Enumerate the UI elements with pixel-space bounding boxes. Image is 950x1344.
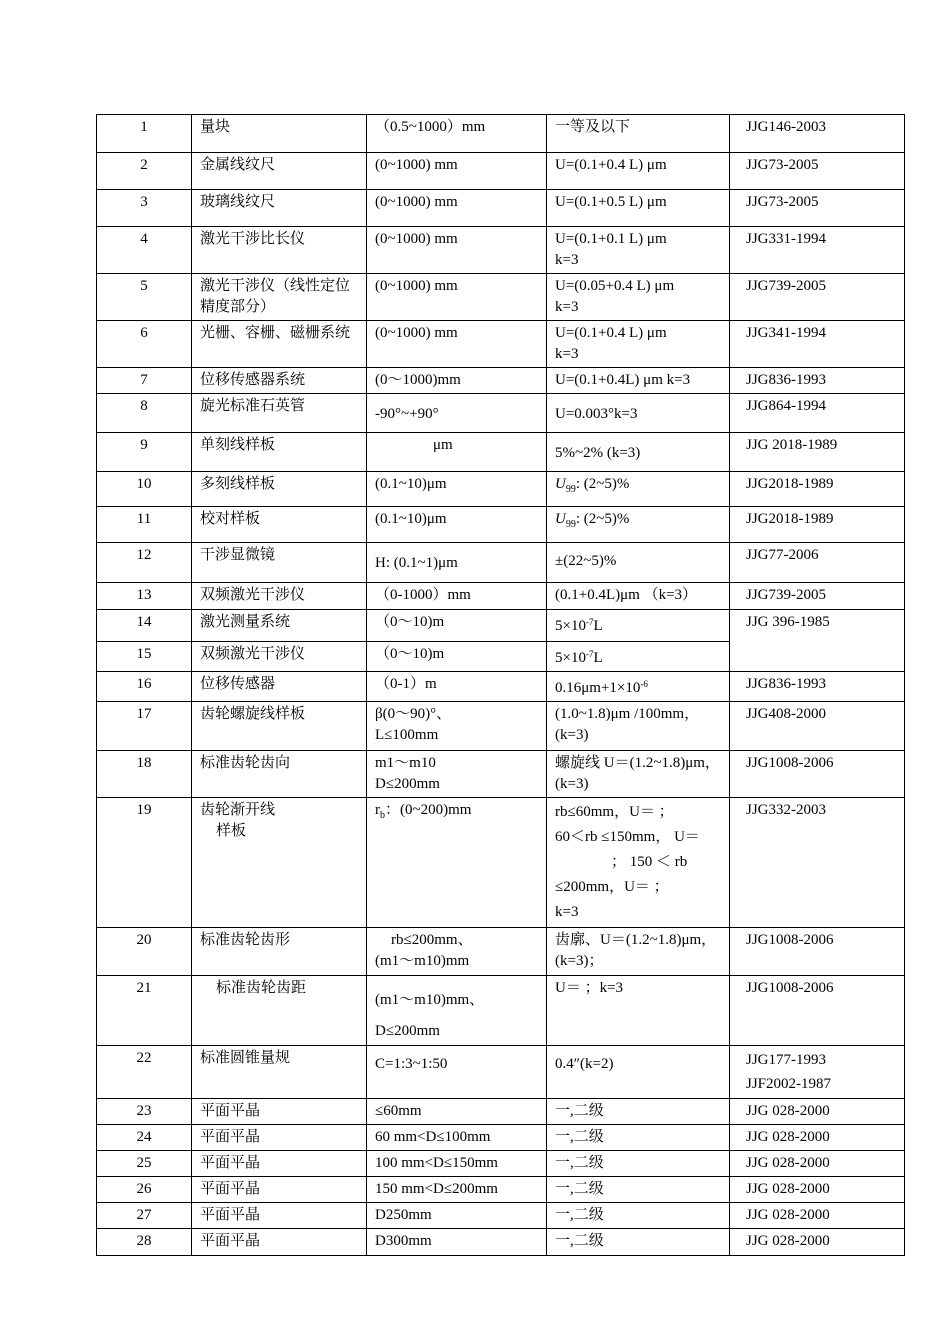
measuring-range: （0-1）m bbox=[367, 672, 547, 702]
uncertainty-line: 60＜rb ≤150mm， U＝ bbox=[555, 829, 700, 845]
name-line: 齿轮渐开线 bbox=[200, 802, 276, 818]
instrument-name: 双频激光干涉仪 bbox=[192, 642, 367, 672]
regulation-code: JJG146-2003 bbox=[730, 115, 905, 153]
row-number: 8 bbox=[97, 394, 192, 433]
table-row bbox=[97, 610, 905, 642]
row-number: 18 bbox=[97, 751, 192, 798]
instrument-name: 激光干涉仪（线性定位精度部分） bbox=[192, 274, 367, 321]
row-number: 16 bbox=[97, 672, 192, 702]
range-value: ：(0~200)mm bbox=[385, 802, 472, 818]
uncertainty bbox=[547, 227, 730, 274]
row-number: 7 bbox=[97, 368, 192, 394]
instrument-name: 光栅、容栅、磁栅系统 bbox=[192, 321, 367, 368]
instrument-name: 平面平晶 bbox=[192, 1151, 367, 1177]
regulation-code: JJG77-2006 bbox=[730, 543, 905, 583]
regulation-code bbox=[730, 1046, 905, 1099]
row-number: 25 bbox=[97, 1151, 192, 1177]
range-line: (m1～m10)mm、 bbox=[375, 992, 485, 1008]
uncertainty: U=(0.1+0.4L) μm k=3 bbox=[547, 368, 730, 394]
uncertainty bbox=[547, 274, 730, 321]
regulation-code: JJG 028-2000 bbox=[730, 1203, 905, 1229]
instrument-name: 平面平晶 bbox=[192, 1203, 367, 1229]
instrument-name: 平面平晶 bbox=[192, 1099, 367, 1125]
row-number: 4 bbox=[97, 227, 192, 274]
table-row bbox=[97, 1125, 905, 1151]
uncertainty: U=(0.1+0.4 L) μm bbox=[547, 153, 730, 190]
uncertainty bbox=[547, 928, 730, 976]
table-row bbox=[97, 190, 905, 227]
uncertainty-tail: L bbox=[593, 650, 603, 666]
row-number: 3 bbox=[97, 190, 192, 227]
regulation-code: JJG739-2005 bbox=[730, 274, 905, 321]
regulation-code: JJG 028-2000 bbox=[730, 1099, 905, 1125]
uncertainty bbox=[547, 798, 730, 928]
instrument-name: 平面平晶 bbox=[192, 1177, 367, 1203]
standards-table bbox=[96, 114, 905, 1256]
uncertainty: 一,二级 bbox=[547, 1177, 730, 1203]
table-row bbox=[97, 472, 905, 507]
row-number: 22 bbox=[97, 1046, 192, 1099]
measuring-range: -90°~+90° bbox=[367, 394, 547, 433]
row-number: 5 bbox=[97, 274, 192, 321]
instrument-name bbox=[192, 798, 367, 928]
measuring-range: 60 mm<D≤100mm bbox=[367, 1125, 547, 1151]
table-row bbox=[97, 798, 905, 928]
instrument-name: 平面平晶 bbox=[192, 1125, 367, 1151]
range-line: (m1～m10)mm bbox=[375, 953, 470, 969]
table-row bbox=[97, 153, 905, 190]
uncertainty: 一,二级 bbox=[547, 1099, 730, 1125]
measuring-range: （0～10)m bbox=[367, 642, 547, 672]
uncertainty: 一等及以下 bbox=[547, 115, 730, 153]
uncertainty-line: ≤200mm，U＝ ； bbox=[555, 879, 669, 895]
table-row bbox=[97, 1177, 905, 1203]
table-row bbox=[97, 1203, 905, 1229]
uncertainty bbox=[547, 702, 730, 751]
row-number: 9 bbox=[97, 433, 192, 472]
table-row bbox=[97, 702, 905, 751]
row-number: 1 bbox=[97, 115, 192, 153]
uncertainty-line: U=(0.05+0.4 L) μm bbox=[555, 278, 675, 294]
measuring-range: D300mm bbox=[367, 1229, 547, 1256]
uncertainty bbox=[547, 610, 730, 642]
regulation-code: JJG1008-2006 bbox=[730, 751, 905, 798]
table-row bbox=[97, 394, 905, 433]
coverage-factor: k=3 bbox=[555, 252, 579, 268]
measuring-range: (0.1~10)μm bbox=[367, 507, 547, 543]
uncertainty: 0.4″(k=2) bbox=[547, 1046, 730, 1099]
measuring-range: （0.5~1000）mm bbox=[367, 115, 547, 153]
uncertainty: U=(0.1+0.5 L) μm bbox=[547, 190, 730, 227]
coverage-factor: k=3 bbox=[555, 904, 579, 920]
measuring-range bbox=[367, 976, 547, 1046]
uncertainty-line: rb≤60mm，U＝ ； bbox=[555, 804, 674, 820]
regulation-code-line: JJF2002-1987 bbox=[746, 1076, 832, 1092]
table-row bbox=[97, 543, 905, 583]
uncertainty bbox=[547, 672, 730, 702]
uncertainty bbox=[547, 507, 730, 543]
name-line: 样板 bbox=[216, 823, 247, 839]
regulation-code: JJG 396-1985 bbox=[730, 610, 905, 672]
uncertainty: (0.1+0.4L)μm （k=3） bbox=[547, 583, 730, 610]
uncertainty: 一,二级 bbox=[547, 1203, 730, 1229]
regulation-code: JJG 028-2000 bbox=[730, 1151, 905, 1177]
measuring-range: (0~1000) mm bbox=[367, 153, 547, 190]
uncertainty-symbol: U bbox=[555, 511, 566, 527]
instrument-name: 金属线纹尺 bbox=[192, 153, 367, 190]
measuring-range: (0~1000) mm bbox=[367, 190, 547, 227]
regulation-code: JJG836-1993 bbox=[730, 368, 905, 394]
row-number: 10 bbox=[97, 472, 192, 507]
uncertainty: 一,二级 bbox=[547, 1125, 730, 1151]
row-number: 15 bbox=[97, 642, 192, 672]
uncertainty-value: 5×10 bbox=[555, 618, 586, 634]
uncertainty: 一,二级 bbox=[547, 1229, 730, 1256]
table-row bbox=[97, 751, 905, 798]
regulation-code: JJG 2018-1989 bbox=[730, 433, 905, 472]
instrument-name: 标准齿轮齿形 bbox=[192, 928, 367, 976]
measuring-range: 100 mm<D≤150mm bbox=[367, 1151, 547, 1177]
instrument-name: 标准圆锥量规 bbox=[192, 1046, 367, 1099]
measuring-range: (0~1000) mm bbox=[367, 227, 547, 274]
regulation-code: JJG 028-2000 bbox=[730, 1177, 905, 1203]
measuring-range: μm bbox=[367, 433, 547, 472]
row-number: 6 bbox=[97, 321, 192, 368]
regulation-code: JJG408-2000 bbox=[730, 702, 905, 751]
range-line: D≤200mm bbox=[375, 776, 440, 792]
uncertainty-symbol: U bbox=[555, 476, 566, 492]
uncertainty bbox=[547, 751, 730, 798]
regulation-code: JJG739-2005 bbox=[730, 583, 905, 610]
row-number: 12 bbox=[97, 543, 192, 583]
table-row bbox=[97, 507, 905, 543]
uncertainty bbox=[547, 642, 730, 672]
regulation-code: JJG2018-1989 bbox=[730, 472, 905, 507]
instrument-name: 单刻线样板 bbox=[192, 433, 367, 472]
measuring-range: D250mm bbox=[367, 1203, 547, 1229]
table-row bbox=[97, 1099, 905, 1125]
uncertainty-value: 0.16μm+1×10 bbox=[555, 680, 641, 696]
table-row bbox=[97, 1151, 905, 1177]
uncertainty-exponent: -6 bbox=[640, 679, 648, 689]
instrument-name: 位移传感器 bbox=[192, 672, 367, 702]
uncertainty-tail: L bbox=[593, 618, 603, 634]
instrument-name: 量块 bbox=[192, 115, 367, 153]
range-symbol: r bbox=[375, 802, 380, 818]
range-line: m1～m10 bbox=[375, 755, 436, 771]
instrument-name: 双频激光干涉仪 bbox=[192, 583, 367, 610]
regulation-code: JJG332-2003 bbox=[730, 798, 905, 928]
table-row bbox=[97, 976, 905, 1046]
uncertainty: 5%~2% (k=3) bbox=[547, 433, 730, 472]
regulation-code: JJG2018-1989 bbox=[730, 507, 905, 543]
uncertainty-subscript: 99 bbox=[565, 484, 576, 495]
regulation-code: JJG836-1993 bbox=[730, 672, 905, 702]
table-row bbox=[97, 583, 905, 610]
instrument-name: 干涉显微镜 bbox=[192, 543, 367, 583]
table-row bbox=[97, 1046, 905, 1099]
measuring-range bbox=[367, 798, 547, 928]
uncertainty-line: ； 150 ＜ rb bbox=[611, 854, 688, 870]
table-row bbox=[97, 321, 905, 368]
uncertainty-value: : (2~5)% bbox=[575, 511, 630, 527]
regulation-code: JJG73-2005 bbox=[730, 190, 905, 227]
uncertainty: ±(22~5)% bbox=[547, 543, 730, 583]
instrument-name: 齿轮螺旋线样板 bbox=[192, 702, 367, 751]
regulation-code: JJG331-1994 bbox=[730, 227, 905, 274]
uncertainty bbox=[547, 321, 730, 368]
range-line: β(0～90)°、 bbox=[375, 706, 452, 722]
instrument-name: 玻璃线纹尺 bbox=[192, 190, 367, 227]
measuring-range: H: (0.1~1)μm bbox=[367, 543, 547, 583]
row-number: 17 bbox=[97, 702, 192, 751]
measuring-range bbox=[367, 751, 547, 798]
instrument-name: 平面平晶 bbox=[192, 1229, 367, 1256]
row-number: 24 bbox=[97, 1125, 192, 1151]
uncertainty-value: : (2~5)% bbox=[575, 476, 630, 492]
instrument-name: 激光测量系统 bbox=[192, 610, 367, 642]
measuring-range: 150 mm<D≤200mm bbox=[367, 1177, 547, 1203]
measuring-range: (0~1000) mm bbox=[367, 321, 547, 368]
measuring-range: ≤60mm bbox=[367, 1099, 547, 1125]
measuring-range: (0～1000)mm bbox=[367, 368, 547, 394]
measuring-range: (0~1000) mm bbox=[367, 274, 547, 321]
table-row bbox=[97, 928, 905, 976]
table-row bbox=[97, 368, 905, 394]
table-row bbox=[97, 1229, 905, 1256]
row-number: 2 bbox=[97, 153, 192, 190]
measuring-range bbox=[367, 928, 547, 976]
uncertainty-line: (1.0~1.8)μm /100mm， bbox=[555, 706, 700, 722]
instrument-name: 标准齿轮齿距 bbox=[192, 976, 367, 1046]
uncertainty-exponent: -7 bbox=[585, 617, 594, 627]
range-line: rb≤200mm、 bbox=[391, 932, 473, 948]
row-number: 14 bbox=[97, 610, 192, 642]
uncertainty-subscript: 99 bbox=[565, 519, 576, 530]
coverage-factor: k=3 bbox=[555, 299, 579, 315]
instrument-name: 标准齿轮齿向 bbox=[192, 751, 367, 798]
row-number: 21 bbox=[97, 976, 192, 1046]
uncertainty: 一,二级 bbox=[547, 1151, 730, 1177]
table-row bbox=[97, 672, 905, 702]
uncertainty-line: 螺旋线 U＝(1.2~1.8)μm， bbox=[555, 755, 720, 771]
instrument-name: 激光干涉比长仪 bbox=[192, 227, 367, 274]
row-number: 13 bbox=[97, 583, 192, 610]
uncertainty: U=0.003°k=3 bbox=[547, 394, 730, 433]
regulation-code: JJG 028-2000 bbox=[730, 1229, 905, 1256]
regulation-code: JJG864-1994 bbox=[730, 394, 905, 433]
row-number: 19 bbox=[97, 798, 192, 928]
uncertainty bbox=[547, 472, 730, 507]
instrument-name: 校对样板 bbox=[192, 507, 367, 543]
instrument-name: 位移传感器系统 bbox=[192, 368, 367, 394]
table-row bbox=[97, 274, 905, 321]
row-number: 26 bbox=[97, 1177, 192, 1203]
measuring-range bbox=[367, 702, 547, 751]
range-line: L≤100mm bbox=[375, 727, 439, 743]
coverage-factor: (k=3)； bbox=[555, 953, 604, 969]
table-row bbox=[97, 433, 905, 472]
measuring-range: (0.1~10)μm bbox=[367, 472, 547, 507]
regulation-code-line: JJG177-1993 bbox=[746, 1052, 827, 1068]
row-number: 23 bbox=[97, 1099, 192, 1125]
coverage-factor: (k=3) bbox=[555, 727, 589, 743]
measuring-range: （0～10)m bbox=[367, 610, 547, 642]
range-subscript: b bbox=[380, 810, 385, 821]
uncertainty-line: U=(0.1+0.4 L) μm bbox=[555, 325, 667, 341]
table-row bbox=[97, 227, 905, 274]
uncertainty-exponent: -7 bbox=[585, 649, 594, 659]
instrument-name: 多刻线样板 bbox=[192, 472, 367, 507]
range-line: D≤200mm bbox=[375, 1023, 440, 1039]
uncertainty-line: U=(0.1+0.1 L) μm bbox=[555, 231, 667, 247]
measuring-range: （0-1000）mm bbox=[367, 583, 547, 610]
uncertainty: U＝ ；k=3 bbox=[547, 976, 730, 1046]
uncertainty-value: 5×10 bbox=[555, 650, 586, 666]
row-number: 27 bbox=[97, 1203, 192, 1229]
table-row bbox=[97, 115, 905, 153]
coverage-factor: k=3 bbox=[555, 346, 579, 362]
coverage-factor: (k=3) bbox=[555, 776, 589, 792]
instrument-name: 旋光标准石英管 bbox=[192, 394, 367, 433]
measuring-range: C=1:3~1:50 bbox=[367, 1046, 547, 1099]
regulation-code: JJG1008-2006 bbox=[730, 928, 905, 976]
row-number: 20 bbox=[97, 928, 192, 976]
regulation-code: JJG 028-2000 bbox=[730, 1125, 905, 1151]
row-number: 28 bbox=[97, 1229, 192, 1256]
row-number: 11 bbox=[97, 507, 192, 543]
regulation-code: JJG73-2005 bbox=[730, 153, 905, 190]
uncertainty-line: 齿廓、U＝(1.2~1.8)μm， bbox=[555, 932, 717, 948]
regulation-code: JJG1008-2006 bbox=[730, 976, 905, 1046]
regulation-code: JJG341-1994 bbox=[730, 321, 905, 368]
